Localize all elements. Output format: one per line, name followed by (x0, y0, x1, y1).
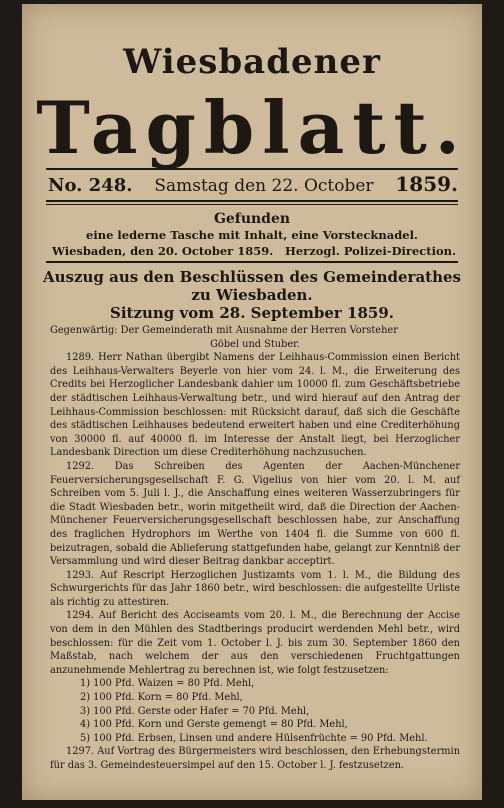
headline: Auszug aus den Beschlüssen des Gemeinderathes zu Wiesbaden. (43, 268, 461, 304)
masthead-title: Tagblatt. (36, 85, 468, 170)
session-title: Sitzung vom 28. September 1859. (110, 304, 394, 322)
paragraph-1289: 1289. Herr Nathan übergibt Namens der Leihhaus-Commission einen Bericht des Leihhaus-Verwalters Beyerle von hier vom 24. l. M., die Erweiterung des Credits bei Herzoglicher Landesbank dahier um 10000 fl. zum Geschäftsbetriebe der städtischen Leihhaus-Verwaltung betr., und wird hierauf auf den Antrag der Leihhaus-Commission beschlossen: mit Rücksicht darauf, daß sich die Geschäfte des städtischen Leihhauses bedeutend erweitert haben und eine Crediterhöhung von 30000 fl. auf 40000 fl. im Interesse der Anstalt liegt, bei Herzoglicher Landesbank Direction um diese Crediterhöhung nachzusuchen. (50, 352, 460, 459)
newspaper-page (22, 4, 482, 800)
found-place-date: Wiesbaden, den 20. October 1859. (52, 244, 274, 258)
paragraph-1297: 1297. Auf Vortrag des Bürgermeisters wird beschlossen, den Erhebungstermin für das 3. Gemeindesteuersimpel auf den 15. October l. J. festzusetzen. (50, 746, 460, 771)
found-signature (22, 242, 482, 258)
issue-line (22, 170, 482, 200)
masthead-city: Wiesbadener (123, 42, 381, 82)
article-body (22, 322, 482, 773)
issue-rule-thin (46, 204, 458, 205)
present-line: Gegenwärtig: Der Gemeinderath mit Ausnahme der Herren Vorsteher (50, 325, 398, 336)
list-item: 5) 100 Pfd. Erbsen, Linsen und andere Hülsenfrüchte = 90 Pfd. Mehl. (80, 732, 428, 744)
paragraph-1294: 1294. Auf Bericht des Acciseamts vom 20. l. M., die Berechnung der Accise von dem in den Mühlen des Stadtberings producirt werdenden Mehl betr., wird beschlossen: für die Zeit vom 1. October l. J. bis zum 30. September 1860 den Maßstab, nach welchem der aus den verschiedenen Fruchtgattungen anzunehmende Mehlertrag zu berechnen ist, wie folgt festzusetzen: (50, 610, 460, 676)
list-item: 4) 100 Pfd. Korn und Gerste gemengt = 80 Pfd. Mehl, (80, 719, 348, 731)
found-description: eine lederne Tasche mit Inhalt, eine Vorstecknadel. (86, 228, 418, 242)
issue-number: No. 248. (48, 175, 133, 196)
issue-rule (46, 200, 458, 202)
list-item: 3) 100 Pfd. Gerste oder Hafer = 70 Pfd. Mehl, (80, 705, 310, 717)
list-item: 2) 100 Pfd. Korn = 80 Pfd. Mehl, (80, 692, 243, 704)
found-title: Gefunden (213, 211, 291, 227)
issue-date: Samstag den 22. October (154, 176, 374, 196)
paragraph-1293: 1293. Auf Rescript Herzoglichen Justizamts vom 1. l. M., die Bildung des Schwurgerichts für das Jahr 1860 betr., wird beschlossen: die aufgestellte Urliste als richtig zu attestiren. (50, 569, 460, 608)
paragraph-1292: 1292. Das Schreiben des Agenten der Aachen-Münchener Feuerversicherungsgesellschaft F. G. Vigelius von hier vom 20. l. M. auf Schreiben vom 5. Juli l. J., die Anschaffung eines weiteren Wasserzubringers für die Stadt Wiesbaden betr., worin mitgetheilt wird, daß die Direction der Aachen-Münchener Feuerversicherungsgesellschaft beschlossen habe, zur Anschaffung des fraglichen Hydrophors im Werthe von 1404 fl. die Summe von 600 fl. beizutragen, sobald die Ablieferung stattgefunden habe, gelangt zur Kenntniß der Versammlung und wird dieser Beitrag dankbar acceptirt. (50, 460, 460, 568)
list-item: 1) 100 Pfd. Waizen = 80 Pfd. Mehl, (80, 678, 255, 690)
present-names: Göbel und Stuber. (210, 338, 300, 350)
issue-year: 1859. (395, 172, 458, 196)
section-rule (46, 261, 458, 263)
flour-ratio-list (50, 677, 460, 745)
found-authority: Herzogl. Polizei-Direction. (284, 244, 456, 258)
